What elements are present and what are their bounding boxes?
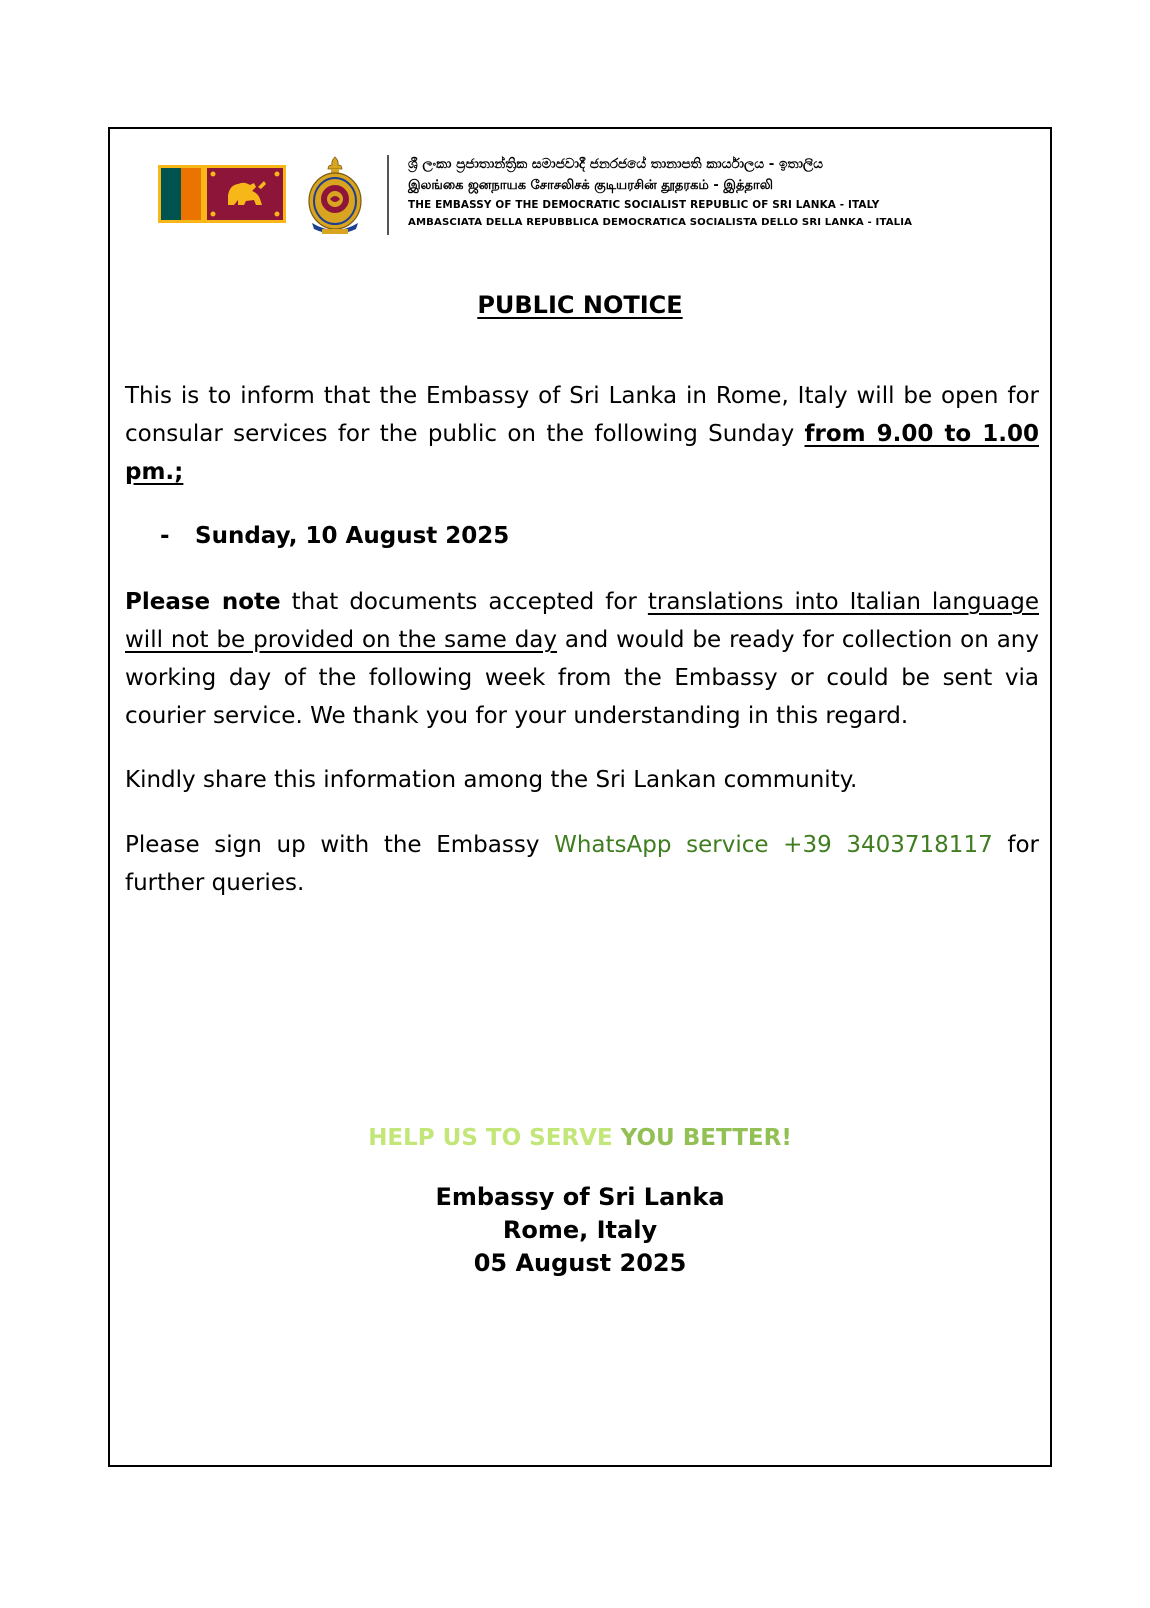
- signature-line-city: Rome, Italy: [502, 1216, 658, 1244]
- whatsapp-text-a: Please sign up with the Embassy: [125, 832, 555, 858]
- national-emblem-icon: [304, 155, 366, 235]
- opening-paragraph: [125, 377, 1039, 491]
- list-dash: -: [160, 523, 170, 549]
- letterhead: [158, 153, 1018, 237]
- share-paragraph: Kindly share this information among the Sri Lankan community.: [125, 767, 858, 793]
- embassy-name-tamil: இலங்கை ஜனநாயக சோசலிசக் குடியரசின் தூதரகம் - இத்தாலி: [408, 178, 773, 193]
- whatsapp-contact: WhatsApp service +39 3403718117: [554, 832, 993, 858]
- notice-frame: [108, 127, 1052, 1467]
- note-underlined: translations into Italian language will not be provided on the same day: [125, 589, 1039, 653]
- note-text-b: and would be ready for collection on any working day of the following week from the Embassy or could be sent via courier service. We thank you for your understanding in this regard.: [125, 627, 1039, 729]
- help-slogan-part1: HELP US TO SERVE: [368, 1125, 621, 1151]
- opening-hours: from 9.00 to 1.00 pm.;: [125, 421, 1040, 485]
- signature-line-embassy: Embassy of Sri Lanka: [435, 1183, 725, 1211]
- page-title: PUBLIC NOTICE: [477, 291, 683, 319]
- date-list-item: [160, 517, 860, 555]
- whatsapp-paragraph: [125, 826, 1039, 902]
- opening-text: This is to inform that the Embassy of Sri Lanka in Rome, Italy will be open for consular services for the public on the following Sunday: [125, 383, 1039, 447]
- note-lead: Please note: [125, 589, 281, 615]
- note-text-a: that documents accepted for: [280, 589, 648, 615]
- help-slogan-part2: YOU BETTER!: [620, 1125, 792, 1151]
- signature-block: [110, 1181, 1050, 1280]
- embassy-name-english: THE EMBASSY OF THE DEMOCRATIC SOCIALIST REPUBLIC OF SRI LANKA - ITALY: [408, 199, 880, 211]
- whatsapp-text-b: for further queries.: [125, 832, 1040, 896]
- help-slogan: [110, 1125, 1050, 1151]
- open-date: Sunday, 10 August 2025: [195, 523, 510, 549]
- translation-note-paragraph: [125, 583, 1039, 735]
- header-divider: [387, 155, 389, 235]
- embassy-name-block: [408, 153, 1008, 231]
- embassy-name-italian: AMBASCIATA DELLA REPUBBLICA DEMOCRATICA SOCIALISTA DELLO SRI LANKA - ITALIA: [408, 217, 913, 228]
- embassy-name-sinhala: ශ්‍රී ලංකා ප්‍රජාතාන්ත්‍රික සමාජවාදී ජනරජයේ තානාපති කාර්යාලය - ඉතාලිය: [408, 156, 823, 172]
- signature-line-date: 05 August 2025: [473, 1249, 687, 1277]
- sri-lanka-flag-icon: [158, 165, 286, 223]
